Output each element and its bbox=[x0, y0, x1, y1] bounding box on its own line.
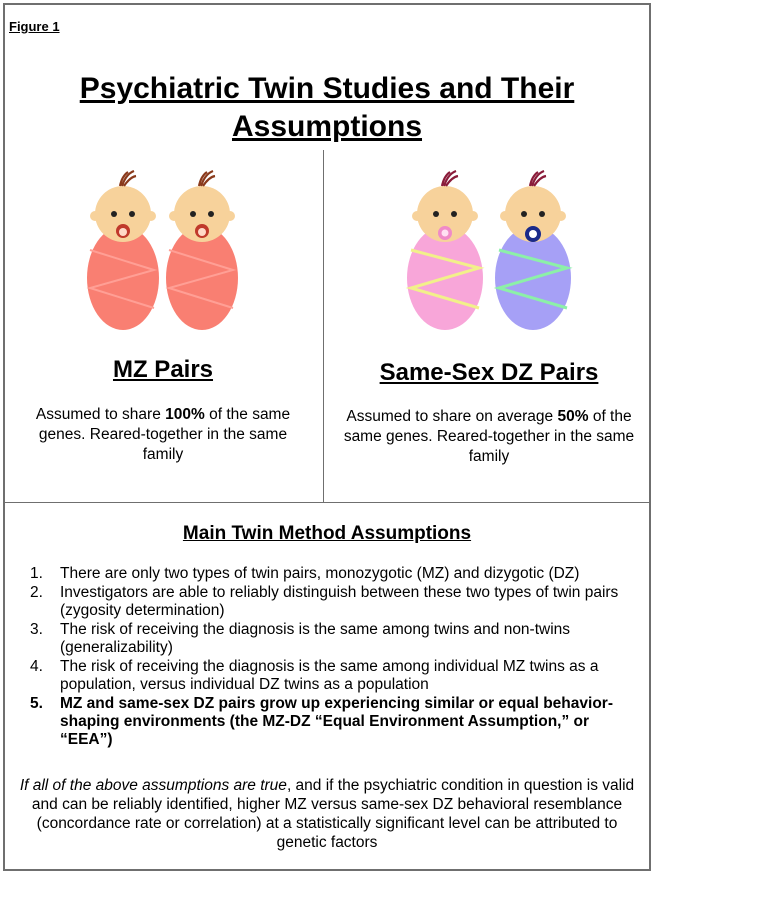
dz-baby-right-icon bbox=[495, 171, 571, 330]
section-divider bbox=[3, 502, 651, 503]
mz-baby-left-icon bbox=[87, 171, 159, 330]
assumption-item: 2. Investigators are able to reliably distinguish between these two types of twin pairs (zygosity determination) bbox=[30, 584, 619, 619]
dz-pairs-heading: Same-Sex DZ Pairs bbox=[379, 359, 599, 386]
mz-pairs-heading: MZ Pairs bbox=[112, 356, 214, 383]
assumption-item: 1. There are only two types of twin pairs, monozygotic (MZ) and dizygotic (DZ) bbox=[30, 565, 580, 582]
figure-label: Figure 1 bbox=[9, 19, 60, 34]
figure-title: Psychiatric Twin Studies and Their Assumptions bbox=[79, 72, 575, 143]
assumption-item: 3. The risk of receiving the diagnosis is the same among twins and non-twins (generalizability) bbox=[30, 621, 571, 656]
dz-baby-left-icon bbox=[407, 171, 483, 330]
assumptions-list bbox=[30, 565, 630, 750]
twin-babies-icon bbox=[78, 168, 248, 336]
column-divider bbox=[323, 150, 324, 502]
assumptions-heading: Main Twin Method Assumptions bbox=[182, 523, 472, 544]
mz-baby-right-icon bbox=[166, 171, 238, 330]
assumption-item: 4. The risk of receiving the diagnosis is the same among individual MZ twins as a population, versus individual DZ twins as a population bbox=[30, 658, 599, 693]
assumption-item-eea: 5. MZ and same-sex DZ pairs grow up experiencing similar or equal behavior-shaping environments (the MZ-DZ “Equal Environment Assumption,” or “EEA”) bbox=[30, 695, 613, 748]
dz-pairs-description: Assumed to share on average 50% of the same genes. Reared-together in the same family bbox=[343, 408, 635, 465]
twin-babies-with-pacifiers-icon bbox=[403, 170, 579, 338]
conclusion-text: If all of the above assumptions are true, and if the psychiatric condition in question is valid and can be reliably identified, higher MZ versus same-sex DZ behavioral resemblance (concordance rate or correlation) at a statistically significant level can be attributed to genetic factors bbox=[19, 777, 635, 851]
mz-pairs-description: Assumed to share 100% of the same genes. Reared-together in the same family bbox=[35, 406, 291, 463]
